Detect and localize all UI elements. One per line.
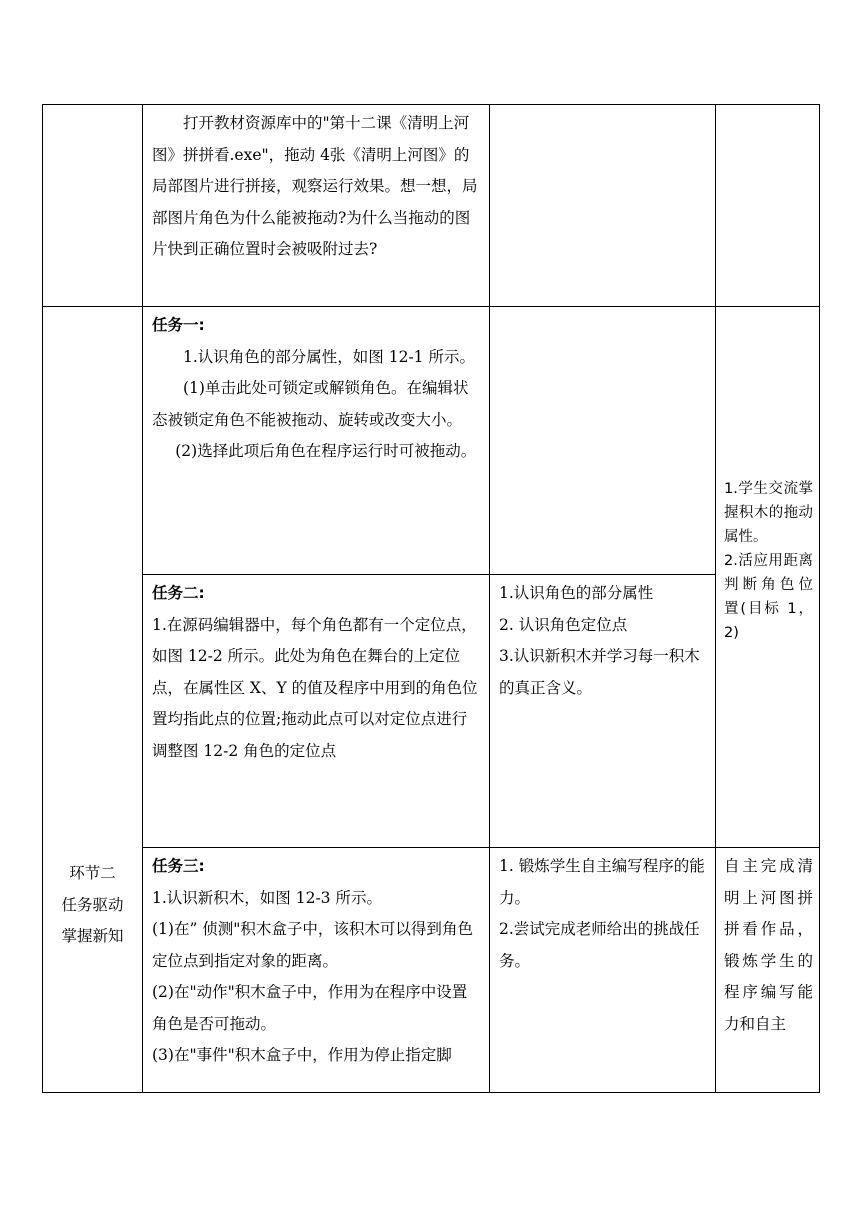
task1-heading: 任务一: [152,316,205,334]
table-row [43,307,820,575]
task1-paragraph: (2)选择此项后角色在程序运行时可被拖动。 [175,442,477,460]
intent-cell-empty [490,307,716,575]
section-cell-empty [43,105,143,307]
section-title-line: 环节二 [69,864,116,882]
goal-cell-empty [716,105,820,307]
lesson-plan-table [42,104,820,1093]
summary-text: 自主完成清明上河图拼拼看作品，锻炼学生的程序编写能力和自主 [724,857,813,1033]
task2-cell [143,575,490,848]
task3-intent-cell [490,848,716,1093]
task3-paragraph: (2)在"动作"积木盒子中，作用为在程序中设置角色是否可拖动。 [152,983,468,1033]
goals-cell [716,307,820,848]
task2-intent-cell [490,575,716,848]
section-title-cell [43,307,143,1093]
intro-activity-cell [143,105,490,307]
task1-paragraph: 1.认识角色的部分属性，如图 12-1 所示。 [183,347,475,366]
intent-line: 3.认识新积木并学习每一积木的真正含义。 [499,647,700,697]
table-row [43,848,820,1093]
section-title-line: 掌握新知 [61,927,124,945]
intent-line: 1.认识角色的部分属性 [499,584,654,602]
task2-paragraph: 1.在源码编辑器中，每个角色都有一个定位点，如图 12-2 所示。此处为角色在舞台的上定位点，在属性区 X、Y 的值及程序中用到的角色位置均指此点的位置;拖动此点可以对定位点进行调整图 12-2 角色的定位点 [152,615,478,760]
task2-heading: 任务二: [152,584,205,602]
task3-heading: 任务三: [152,857,205,875]
task3-paragraph: (3)在"事件"积木盒子中，作用为停止指定脚 [152,1046,452,1064]
task3-paragraph: 1.认识新积木，如图 12-3 所示。 [152,888,382,907]
intent-line: 2.尝试完成老师给出的挑战任务。 [499,920,700,970]
intent-cell-empty [490,105,716,307]
summary-cell [716,848,820,1093]
section-title-line: 任务驱动 [61,895,124,914]
intent-line: 2. 认识角色定位点 [499,615,628,634]
task1-paragraph: (1)单击此处可锁定或解锁角色。在编辑状态被锁定角色不能被拖动、旋转或改变大小。 [152,379,469,429]
table-row [43,575,820,848]
intent-line: 1. 锻炼学生自主编写程序的能力。 [499,857,705,907]
goal-line: 2.活应用距离判断角色位 置(目标 1，2) [724,553,813,641]
task3-paragraph: (1)在” 侦测"积木盒子中，该积木可以得到角色定位点到指定对象的距离。 [152,920,473,970]
intro-text: 打开教材资源库中的"第十二课《清明上河图》拼拼看.exe"，拖动 4张《清明上河图》的局部图片进行拼接，观察运行效果。想一想，局部图片角色为什么能被拖动?为什么当拖动的图片快到正确位置时会被吸附过去? [152,114,478,258]
task1-cell [143,307,490,575]
task3-cell [143,848,490,1093]
goal-line: 1.学生交流掌握积木的拖动属性。 [724,481,813,545]
table-row [43,105,820,307]
